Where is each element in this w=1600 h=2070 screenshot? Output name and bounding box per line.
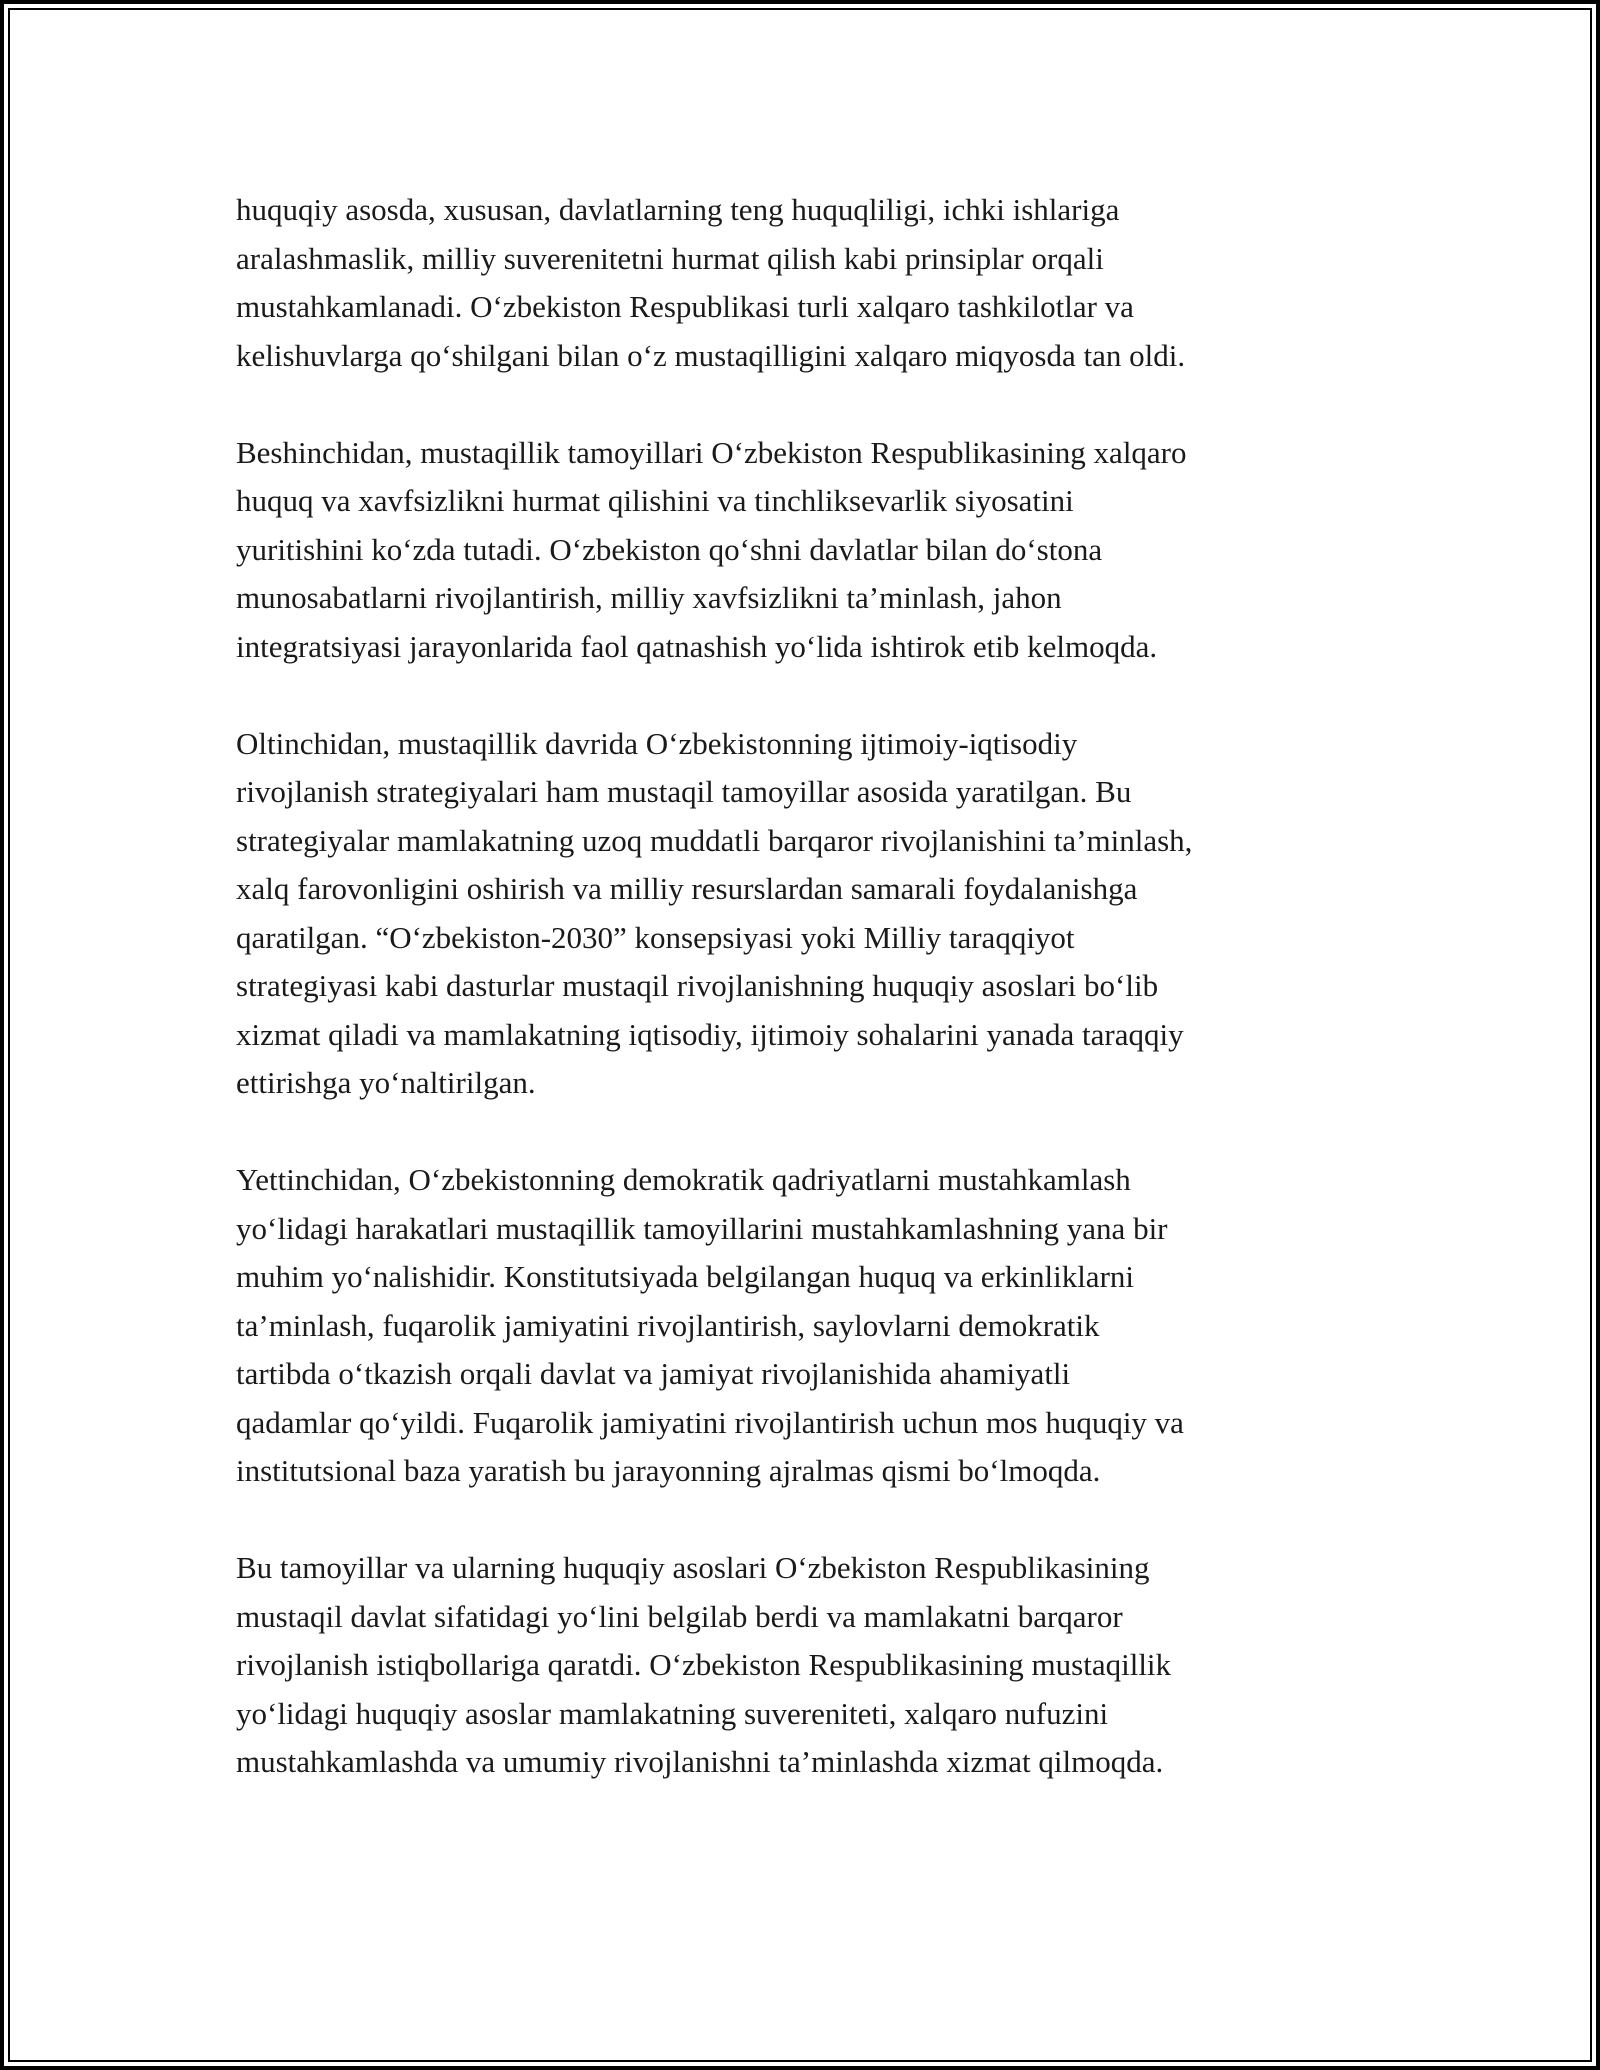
text-line: kelishuvlarga qo‘shilgani bilan o‘z mustaqilligini xalqaro miqyosda tan oldi. [236, 337, 1186, 373]
text-line: ta’minlash, fuqarolik jamiyatini rivojlantirish, saylovlarni demokratik [236, 1307, 1100, 1343]
text-line: mustahkamlashda va umumiy rivojlanishni ta’minlashda xizmat qilmoqda. [236, 1744, 1164, 1779]
text-line: munosabatlarni rivojlantirish, milliy xavfsizlikni ta’minlash, jahon [236, 580, 1062, 615]
text-line: huquq va xavfsizlikni hurmat qilishini va tinchliksevarlik siyosatini [236, 483, 1074, 518]
paragraph-3 [236, 720, 1376, 1108]
text-line: institutsional baza yaratish bu jarayonning ajralmas qismi bo‘lmoqda. [236, 1453, 1101, 1488]
text-line: qaratilgan. “O‘zbekiston-2030” konsepsiyasi yoki Milliy taraqqiyot [236, 919, 1075, 955]
paragraph-4 [236, 1156, 1376, 1496]
text-line: yo‘lidagi harakatlari mustaqillik tamoyillarini mustahkamlashning yana bir [236, 1210, 1168, 1246]
text-line: yo‘lidagi huquqiy asoslar mamlakatning suvereniteti, xalqaro nufuzini [236, 1695, 1109, 1731]
text-line: tartibda o‘tkazish orqali davlat va jamiyat rivojlanishida ahamiyatli [236, 1356, 1071, 1391]
text-line: Beshinchidan, mustaqillik tamoyillari O‘zbekiston Respublikasining xalqaro [236, 434, 1187, 470]
text-line: Oltinchidan, mustaqillik davrida O‘zbekistonning ijtimoiy-iqtisodiy [236, 725, 1078, 761]
text-line: xizmat qiladi va mamlakatning iqtisodiy, ijtimoiy sohalarini yanada taraqqiy [236, 1016, 1184, 1052]
text-line: huquqiy asosda, xususan, davlatlarning teng huquqliligi, ichki ishlariga [236, 192, 1120, 227]
text-line: mustahkamlanadi. O‘zbekiston Respublikasi turli xalqaro tashkilotlar va [236, 289, 1134, 324]
text-line: integratsiyasi jarayonlarida faol qatnashish yo‘lida ishtirok etib kelmoqda. [236, 628, 1158, 664]
text-line: strategiyasi kabi dasturlar mustaqil rivojlanishning huquqiy asoslari bo‘lib [236, 968, 1159, 1003]
paragraph-1 [236, 186, 1376, 380]
paragraph-2 [236, 429, 1376, 672]
text-line: rivojlanish strategiyalari ham mustaqil tamoyillar asosida yaratilgan. Bu [236, 774, 1132, 809]
text-line: muhim yo‘nalishidir. Konstitutsiyada belgilangan huquq va erkinliklarni [236, 1259, 1135, 1294]
text-line: qadamlar qo‘yildi. Fuqarolik jamiyatini rivojlantirish uchun mos huquqiy va [236, 1404, 1184, 1440]
text-line: strategiyalar mamlakatning uzoq muddatli barqaror rivojlanishini ta’minlash, [236, 822, 1193, 858]
text-line: Bu tamoyillar va ularning huquqiy asoslari O‘zbekiston Respublikasining [236, 1550, 1150, 1585]
text-line: rivojlanish istiqbollariga qaratdi. O‘zbekiston Respublikasining mustaqillik [236, 1647, 1172, 1682]
text-line: mustaqil davlat sifatidagi yo‘lini belgilab berdi va mamlakatni barqaror [236, 1598, 1123, 1634]
paragraph-5 [236, 1544, 1376, 1787]
text-line: xalq farovonligini oshirish va milliy resurslardan samarali foydalanishga [236, 871, 1138, 906]
document-body [236, 186, 1376, 1835]
text-line: ettirishga yo‘naltirilgan. [236, 1065, 536, 1100]
text-line: aralashmaslik, milliy suverenitetni hurmat qilish kabi prinsiplar orqali [236, 240, 1104, 276]
text-line: yuritishini ko‘zda tutadi. O‘zbekiston qo‘shni davlatlar bilan do‘stona [236, 531, 1103, 567]
text-line: Yettinchidan, O‘zbekistonning demokratik qadriyatlarni mustahkamlash [236, 1162, 1131, 1197]
